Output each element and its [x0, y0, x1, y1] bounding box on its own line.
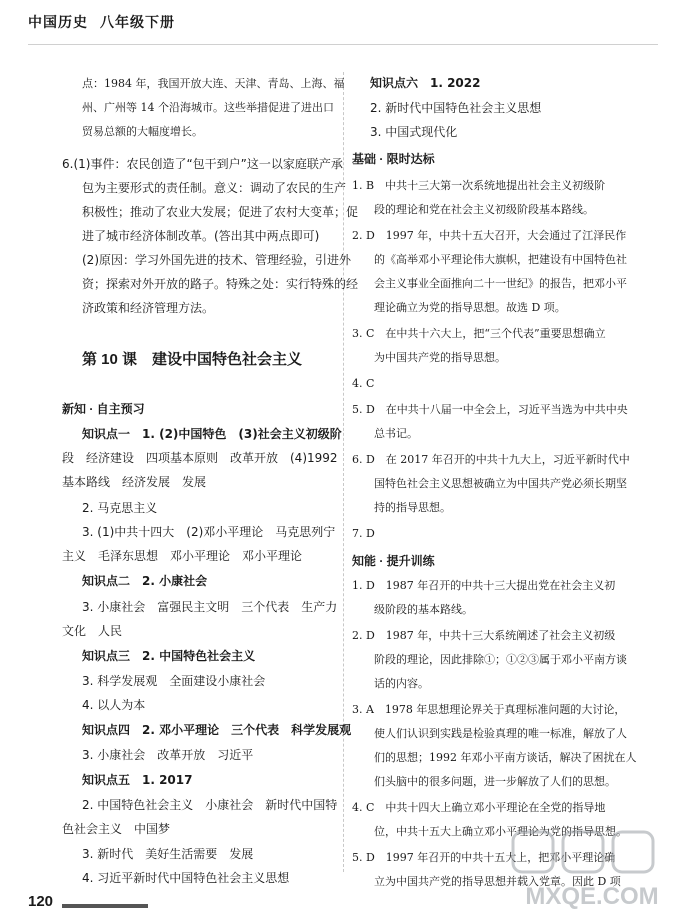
answer-line: 6. D 在 2017 年召开的中共十九大上，习近平新时代中 [352, 453, 630, 466]
answer-line: 阶段的理论，因此排除①；①②③属于邓小平南方谈 [374, 653, 627, 666]
knowledge-line: 3. (1)中共十四大 (2)邓小平理论 马克思列宁 [82, 525, 336, 539]
answer-line: 的《高举邓小平理论伟大旗帜，把建设有中国特色社 [374, 253, 627, 266]
answer-line: 为中国共产党的指导思想。 [374, 351, 506, 364]
answer-line: 3. A 1978 年思想理论界关于真理标准问题的大讨论， [352, 703, 626, 716]
lesson-title: 第 10 课 建设中国特色社会主义 [82, 351, 303, 368]
answer-line: 国特色社会主义思想被确立为中国共产党必须长期坚 [374, 477, 627, 490]
answer-line: 3. C 在中共十六大上，把“三个代表”重要思想确立 [352, 327, 606, 340]
page-header [28, 12, 658, 32]
answer-line: 位，中共十五大上确立邓小平理论为党的指导思想。 [374, 825, 627, 838]
knowledge-line: 4. 以人为本 [82, 698, 146, 712]
answer-6-line: 济政策和经济管理方法。 [82, 301, 215, 315]
answer-line: 级阶段的基本路线。 [374, 603, 473, 616]
answer-line: 立为中国共产党的指导思想并载入党章。因此 D 项 [374, 875, 621, 888]
answer-line: 4. C [352, 377, 375, 390]
knowledge-line: 文化 人民 [62, 624, 123, 638]
subject-title: 中国历史 [28, 15, 88, 31]
section-title: 知能 · 提升训练 [352, 554, 435, 568]
answer-line: 7. D [352, 527, 375, 540]
knowledge-line: 2. 中国特色社会主义 小康社会 新时代中国特 [82, 798, 338, 812]
knowledge-line: 3. 小康社会 富强民主文明 三个代表 生产力 [82, 600, 338, 614]
answer-line: 理论确立为党的指导思想。故选 D 项。 [374, 301, 566, 314]
text-line: 贸易总额的大幅度增长。 [82, 125, 203, 138]
answer-line: 2. D 1997 年，中共十五大召开，大会通过了江泽民作 [352, 229, 627, 242]
knowledge-line: 段 经济建设 四项基本原则 改革开放 (4)1992 [62, 451, 338, 465]
answer-line: 2. D 1987 年，中共十三大系统阐述了社会主义初级 [352, 629, 616, 642]
answer-line: 5. D 1997 年召开的中共十五大上，把邓小平理论确 [352, 851, 616, 864]
knowledge-line: 3. 新时代 美好生活需要 发展 [82, 847, 254, 861]
knowledge-line: 知识点一 1. (2)中国特色 (3)社会主义初级阶 [82, 427, 342, 441]
section-title: 基础 · 限时达标 [352, 152, 435, 166]
knowledge-line: 知识点三 2. 中国特色社会主义 [82, 649, 256, 663]
text-line: 点：1984 年，我国开放大连、天津、青岛、上海、福 [82, 77, 345, 90]
page-number-bar [62, 904, 148, 908]
knowledge-line: 知识点五 1. 2017 [82, 773, 193, 787]
knowledge-line: 2. 新时代中国特色社会主义思想 [370, 101, 542, 115]
answer-6-line: 包为主要形式的责任制。意义：调动了农民的生产 [82, 181, 347, 195]
page-number: 120 [28, 893, 54, 910]
answer-line: 段的理论和党在社会主义初级阶段基本路线。 [374, 203, 594, 216]
knowledge-line: 4. 习近平新时代中国特色社会主义思想 [82, 871, 290, 885]
header-divider [28, 44, 658, 45]
knowledge-line: 主义 毛泽东思想 邓小平理论 邓小平理论 [62, 549, 303, 563]
answer-line: 4. C 中共十四大上确立邓小平理论在全党的指导地 [352, 801, 606, 814]
answer-line: 1. D 1987 年召开的中共十三大提出党在社会主义初 [352, 579, 616, 592]
section-title: 新知 · 自主预习 [62, 402, 145, 416]
answer-line: 们的思想；1992 年邓小平南方谈话，解决了困扰在人 [374, 751, 637, 764]
knowledge-line: 2. 马克思主义 [82, 501, 158, 515]
knowledge-line: 3. 科学发展观 全面建设小康社会 [82, 674, 266, 688]
answer-line: 话的内容。 [374, 677, 429, 690]
answer-line: 使人们认识到实践是检验真理的唯一标准，解放了人 [374, 727, 627, 740]
knowledge-line: 基本路线 经济发展 发展 [62, 475, 207, 489]
answer-line: 会主义事业全面推向二十一世纪》的报告，把邓小平 [374, 277, 627, 290]
answer-6-line: 积极性；推动了农业大发展；促进了农村大变革；促 [82, 205, 359, 219]
knowledge-line: 色社会主义 中国梦 [62, 822, 171, 836]
knowledge-line: 3. 小康社会 改革开放 习近平 [82, 748, 254, 762]
watermark-text: MXQE.COM [525, 883, 659, 910]
watermark-logo [505, 826, 680, 918]
answer-6-line: 6.(1)事件：农民创造了“包干到户”这一以家庭联产承 [62, 157, 343, 171]
answer-line: 们头脑中的很多问题，进一步解放了人们的思想。 [374, 775, 616, 788]
answer-line: 持的指导思想。 [374, 501, 451, 514]
knowledge-line: 3. 中国式现代化 [370, 125, 458, 139]
knowledge-line: 知识点四 2. 邓小平理论 三个代表 科学发展观 [82, 723, 352, 737]
answer-line: 1. B 中共十三大第一次系统地提出社会主义初级阶 [352, 179, 606, 192]
answer-line: 5. D 在中共十八届一中全会上，习近平当选为中共中央 [352, 403, 628, 416]
grade-title: 八年级下册 [100, 15, 175, 31]
answer-6-line: (2)原因：学习外国先进的技术、管理经验，引进外 [82, 253, 351, 267]
knowledge-line: 知识点六 1. 2022 [370, 76, 481, 90]
answer-6-line: 资；探索对外开放的路子。特殊之处：实行特殊的经 [82, 277, 359, 291]
knowledge-line: 知识点二 2. 小康社会 [82, 574, 208, 588]
text-line: 州、广州等 14 个沿海城市。这些举措促进了进出口 [82, 101, 334, 114]
answer-line: 总书记。 [374, 427, 418, 440]
answer-6-line: 进了城市经济体制改革。(答出其中两点即可) [82, 229, 320, 243]
